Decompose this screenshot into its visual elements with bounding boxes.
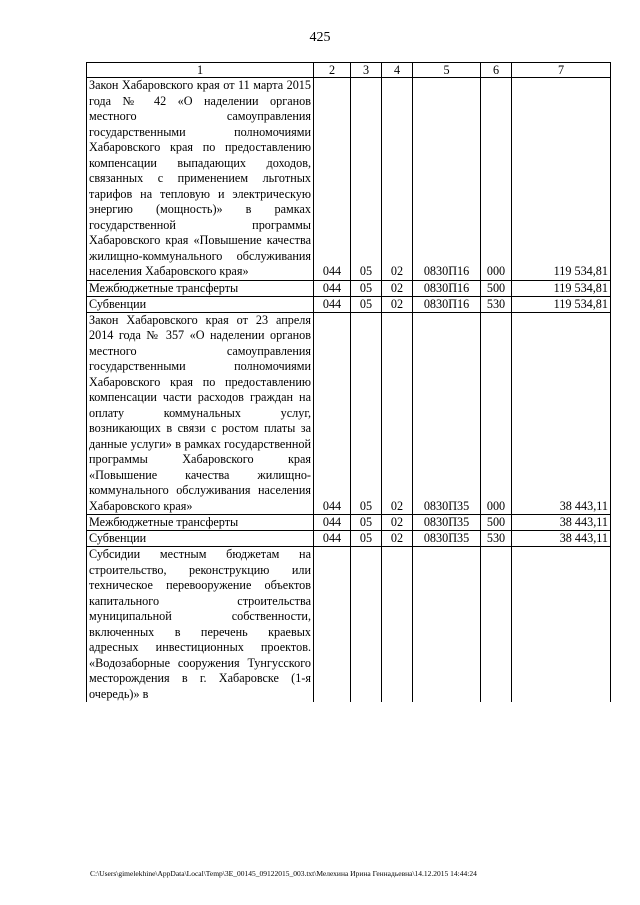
- page-number: 425: [309, 30, 331, 45]
- row-col-7: 38 443,11: [512, 531, 611, 547]
- row-col-6: [481, 547, 512, 703]
- col-header-6: 6: [481, 63, 512, 78]
- col-header-1: 1: [87, 63, 314, 78]
- row-col-5: 0830П35: [413, 531, 481, 547]
- col-header-5: 5: [413, 63, 481, 78]
- file-path-footer: C:\Users\gimelekhine\AppData\Local\Temp\3E_00145_09122015_003.txt\Мелехина Ирина Геннадьевна\14.12.2015 14:44:24: [90, 869, 477, 878]
- row-col-5: [413, 547, 481, 703]
- row-col-5: 0830П16: [413, 78, 481, 281]
- row-col-4: 02: [382, 515, 413, 531]
- row-description: Закон Хабаровского края от 11 марта 2015 года № 42 «О наделении органов местного самоуправления государственными полномочиями Хабаровского края по предоставлению компенсации выпадающих доходов, связанных с применением льготных тарифов на тепловую и электрическую энергию (мощность)» в рамках государственной программы Хабаровского края «Повышение качества жилищно-коммунального обслуживания населения Хабаровского края»: [87, 78, 314, 281]
- budget-table: [86, 62, 611, 702]
- row-col-4: 02: [382, 280, 413, 296]
- row-col-2: 044: [314, 296, 351, 312]
- table-row: [87, 547, 611, 703]
- row-col-4: 02: [382, 312, 413, 515]
- row-col-6: 500: [481, 280, 512, 296]
- row-col-6: 500: [481, 515, 512, 531]
- row-col-2: 044: [314, 312, 351, 515]
- row-col-2: 044: [314, 280, 351, 296]
- row-col-3: 05: [351, 78, 382, 281]
- col-header-3: 3: [351, 63, 382, 78]
- row-col-6: 530: [481, 531, 512, 547]
- row-col-6: 000: [481, 312, 512, 515]
- row-description: Межбюджетные трансферты: [87, 280, 314, 296]
- row-col-5: 0830П35: [413, 312, 481, 515]
- row-col-7: 119 534,81: [512, 280, 611, 296]
- row-col-3: 05: [351, 296, 382, 312]
- table-row: [87, 296, 611, 312]
- row-description: Субсидии местным бюджетам на строительство, реконструкцию или техническое перевооружение объектов капитального строительства муниципальной собственности, включенных в перечень краевых адресных инвестиционных проектов. «Водозаборные сооружения Тунгусского месторождения в г. Хабаровске (1-я очередь)» в: [87, 547, 314, 703]
- row-col-3: 05: [351, 531, 382, 547]
- row-col-7: 119 534,81: [512, 78, 611, 281]
- row-col-4: [382, 547, 413, 703]
- row-col-5: 0830П35: [413, 515, 481, 531]
- header-row: [87, 63, 611, 78]
- row-col-5: 0830П16: [413, 296, 481, 312]
- row-col-2: 044: [314, 78, 351, 281]
- row-col-3: 05: [351, 515, 382, 531]
- table-row: [87, 78, 611, 281]
- row-description: Субвенции: [87, 531, 314, 547]
- table-row: [87, 312, 611, 515]
- row-col-4: 02: [382, 296, 413, 312]
- row-col-7: 38 443,11: [512, 312, 611, 515]
- row-col-7: 119 534,81: [512, 296, 611, 312]
- row-col-2: [314, 547, 351, 703]
- row-col-3: [351, 547, 382, 703]
- row-col-6: 000: [481, 78, 512, 281]
- row-col-7: 38 443,11: [512, 515, 611, 531]
- row-col-4: 02: [382, 78, 413, 281]
- row-col-7: [512, 547, 611, 703]
- row-col-2: 044: [314, 531, 351, 547]
- row-col-4: 02: [382, 531, 413, 547]
- table-row: [87, 280, 611, 296]
- table-row: [87, 531, 611, 547]
- row-col-2: 044: [314, 515, 351, 531]
- col-header-7: 7: [512, 63, 611, 78]
- row-description: Закон Хабаровского края от 23 апреля 2014 года № 357 «О наделении органов местного самоуправления государственными полномочиями Хабаровского края по предоставлению компенсации части расходов граждан на оплату коммунальных услуг, возникающих в связи с ростом платы за данные услуги» в рамках государственной программы Хабаровского края «Повышение качества жилищно-коммунального обслуживания населения Хабаровского края»: [87, 312, 314, 515]
- row-col-3: 05: [351, 280, 382, 296]
- col-header-2: 2: [314, 63, 351, 78]
- row-description: Межбюджетные трансферты: [87, 515, 314, 531]
- row-col-5: 0830П16: [413, 280, 481, 296]
- row-description: Субвенции: [87, 296, 314, 312]
- table-row: [87, 515, 611, 531]
- row-col-3: 05: [351, 312, 382, 515]
- col-header-4: 4: [382, 63, 413, 78]
- row-col-6: 530: [481, 296, 512, 312]
